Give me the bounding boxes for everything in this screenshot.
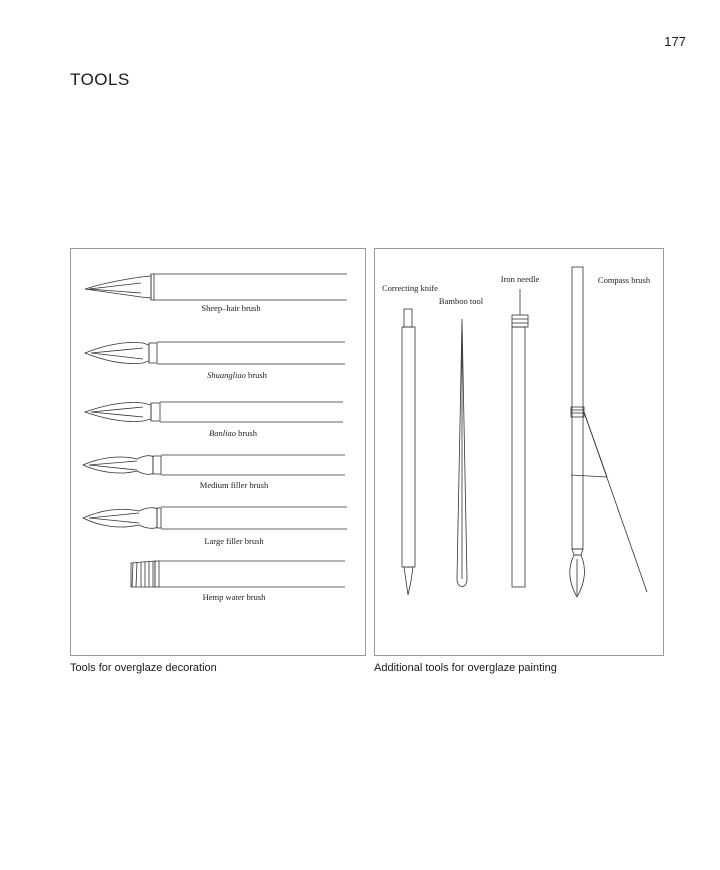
brushes-drawing	[71, 249, 365, 655]
medium-filler-brush-drawing	[83, 455, 345, 475]
brushes-illustration	[70, 248, 366, 656]
label-sheep-hair-brush: Sheep–hair brush	[201, 303, 261, 313]
correcting-knife-drawing	[402, 309, 415, 595]
label-banliao-brush	[209, 428, 258, 438]
label-correcting-knife: Correcting knife	[382, 283, 438, 293]
label-shuangliao-italic: Shuangliao	[207, 370, 246, 380]
shuangliao-brush-drawing	[85, 342, 345, 364]
label-large-filler-brush: Large filler brush	[204, 536, 264, 546]
label-hemp-water-brush: Hemp water brush	[202, 592, 266, 602]
label-compass-brush: Compass brush	[597, 275, 651, 285]
label-banliao-italic: Banliao	[209, 428, 236, 438]
label-bamboo-tool: Bamboo tool	[438, 296, 484, 306]
iron-needle-drawing	[512, 289, 528, 587]
compass-brush-drawing	[570, 267, 647, 597]
additional-tools-illustration	[374, 248, 664, 656]
label-shuangliao-suffix: brush	[245, 370, 267, 380]
label-banliao-suffix: brush	[235, 428, 257, 438]
label-shuangliao-brush	[207, 370, 267, 380]
hemp-water-brush-drawing	[131, 561, 345, 587]
bamboo-tool-drawing	[457, 319, 467, 587]
label-medium-filler-brush: Medium filler brush	[199, 480, 269, 490]
large-filler-brush-drawing	[83, 507, 347, 529]
section-title: TOOLS	[70, 70, 130, 89]
sheep-hair-brush-drawing	[85, 274, 347, 300]
label-iron-needle: Iron needle	[500, 274, 540, 284]
banliao-brush-drawing	[85, 402, 343, 422]
page-number: 177	[664, 34, 686, 49]
caption-right: Additional tools for overglaze painting	[374, 662, 557, 674]
additional-tools-drawing	[375, 249, 663, 655]
caption-left: Tools for overglaze decoration	[70, 662, 217, 674]
